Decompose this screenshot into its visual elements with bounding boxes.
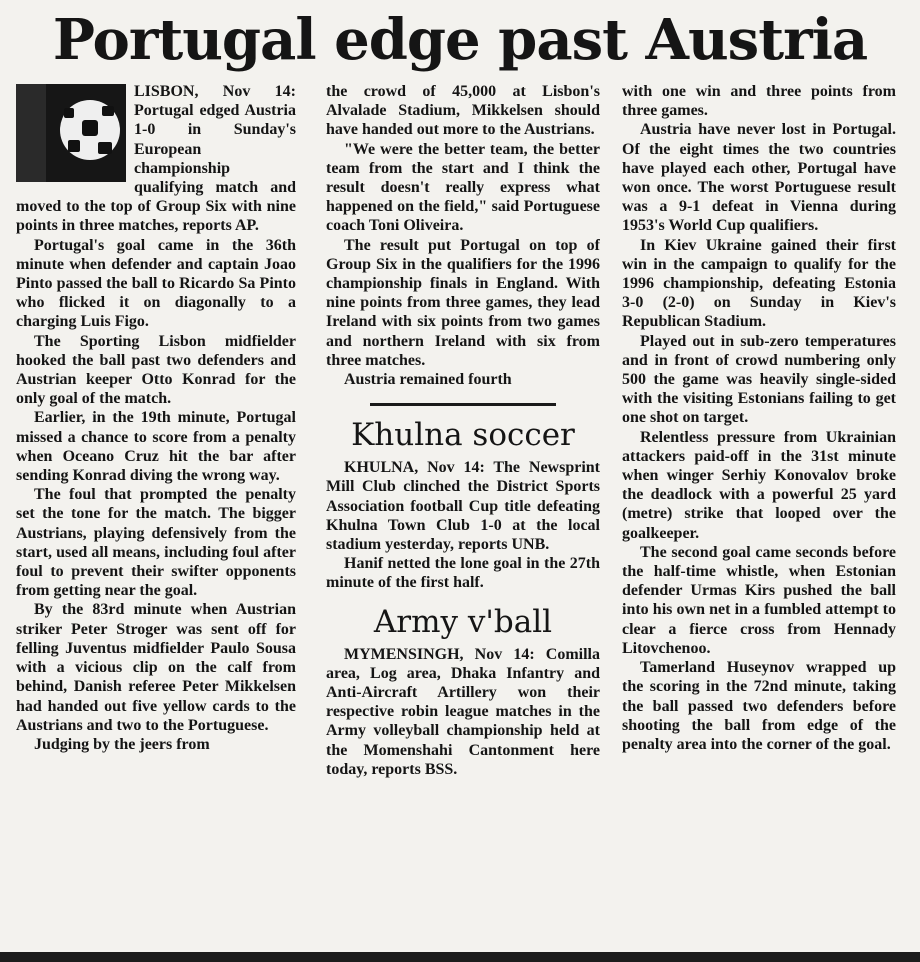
- paragraph: LISBON, Nov 14: Portugal edged Austria 1-0 in Sunday's European championship qualifying match and moved to the top of Group Six with nine points in three matches, reports AP.: [16, 83, 296, 235]
- paragraph: Tamerland Huseynov wrapped up the scoring in the 72nd minute, taking the ball passed two defenders before shooting the ball from edge of the penalty area into the corner of the goal.: [622, 659, 896, 753]
- headline: Portugal edge past Austria: [52, 7, 868, 73]
- paragraph: KHULNA, Nov 14: The Newsprint Mill Club clinched the District Sports Association football Cup title defeating Khulna Town Club 1-0 at the local stadium yesterday, reports UNB.: [326, 459, 600, 554]
- khulna-headline: Khulna soccer: [351, 417, 575, 454]
- paragraph: the crowd of 45,000 at Lisbon's Alvalade Stadium, Mikkelsen should have handed out more to the Austrians.: [326, 83, 600, 139]
- paragraph: The Sporting Lisbon midfielder hooked the ball past two defenders and Austrian keeper Otto Konrad for the only goal of the match.: [16, 332, 296, 408]
- paragraph: MYMENSINGH, Nov 14: Comilla area, Log area, Dhaka Infantry and Anti-Aircraft Artillery won their respective robin league matches in the Army volleyball championship held at the Momenshahi Cantonment here today, reports BSS.: [326, 645, 600, 778]
- paragraph: The result put Portugal on top of Group Six in the qualifiers for the 1996 championship finals in England. With nine points from three games, they lead Ireland with six points from two games and northern Ireland with six from three matches.: [326, 236, 600, 369]
- paragraph: The second goal came seconds before the half-time whistle, when Estonian defender Urmas Kirs pushed the ball into his own net in a fumbled attempt to clear a fierce cross from Hennady Litovchenoo.: [622, 543, 896, 657]
- army-headline: Army v'ball: [373, 603, 553, 640]
- paragraph: Played out in sub-zero temperatures and in front of crowd numbering only 500 the game was heavily single-sided with the visiting Estonians failing to get one shot on target.: [622, 332, 896, 427]
- paragraph: with one win and three points from three games.: [622, 83, 896, 120]
- paragraph: Hanif netted the lone goal in the 27th minute of the first half.: [326, 555, 600, 592]
- article-column-1: [16, 82, 296, 952]
- paragraph: Earlier, in the 19th minute, Portugal missed a chance to score from a penalty when Oceano Cruz hit the bar after sending Konrad diving the wrong way.: [16, 409, 296, 485]
- paragraph: Relentless pressure from Ukrainian attackers paid-off in the 31st minute when winger Serhiy Konovalov broke the deadlock with a powerful 25 yard (metre) strike that looped over the goalkeeper.: [622, 428, 896, 542]
- article-column-3: [622, 82, 896, 952]
- paragraph: Austria remained fourth: [344, 371, 512, 389]
- paragraph: Austria have never lost in Portugal. Of the eight times the two countries have played each other, Portugal have won once. The worst Portuguese result was a 9-1 defeat in Vienna during 1953's World Cup qualifiers.: [622, 121, 896, 235]
- paragraph: The foul that prompted the penalty set the tone for the match. The bigger Austrians, playing defensively from the start, used all means, including foul after foul to prevent their swifter opponents from getting near the goal.: [16, 486, 296, 600]
- paragraph: By the 83rd minute when Austrian striker Peter Stroger was sent off for felling Juventus midfielder Paulo Sousa with a vicious clip on the calf from behind, Danish referee Peter Mikkelsen had handed out five yellow cards to the Austrians and two to the Portuguese.: [16, 601, 296, 734]
- paragraph: In Kiev Ukraine gained their first win in the campaign to qualify for the 1996 championship, defeating Estonia 3-0 (2-0) on Sunday in Kiev's Republican Stadium.: [622, 236, 896, 331]
- page-edge-band: [0, 952, 920, 962]
- section-divider: [370, 403, 556, 406]
- soccer-ball-icon: [16, 84, 126, 182]
- paragraph: Portugal's goal came in the 36th minute when defender and captain Joao Pinto passed the ball to Ricardo Sa Pinto who flicked it on diagonally to a charging Luis Figo.: [16, 236, 296, 331]
- paragraph: Judging by the jeers from: [34, 735, 210, 753]
- paragraph: "We were the better team, the better team from the start and I think the result doesn't really express what happened on the field," said Portuguese coach Toni Oliveira.: [326, 140, 600, 235]
- article-column-2: [326, 82, 600, 952]
